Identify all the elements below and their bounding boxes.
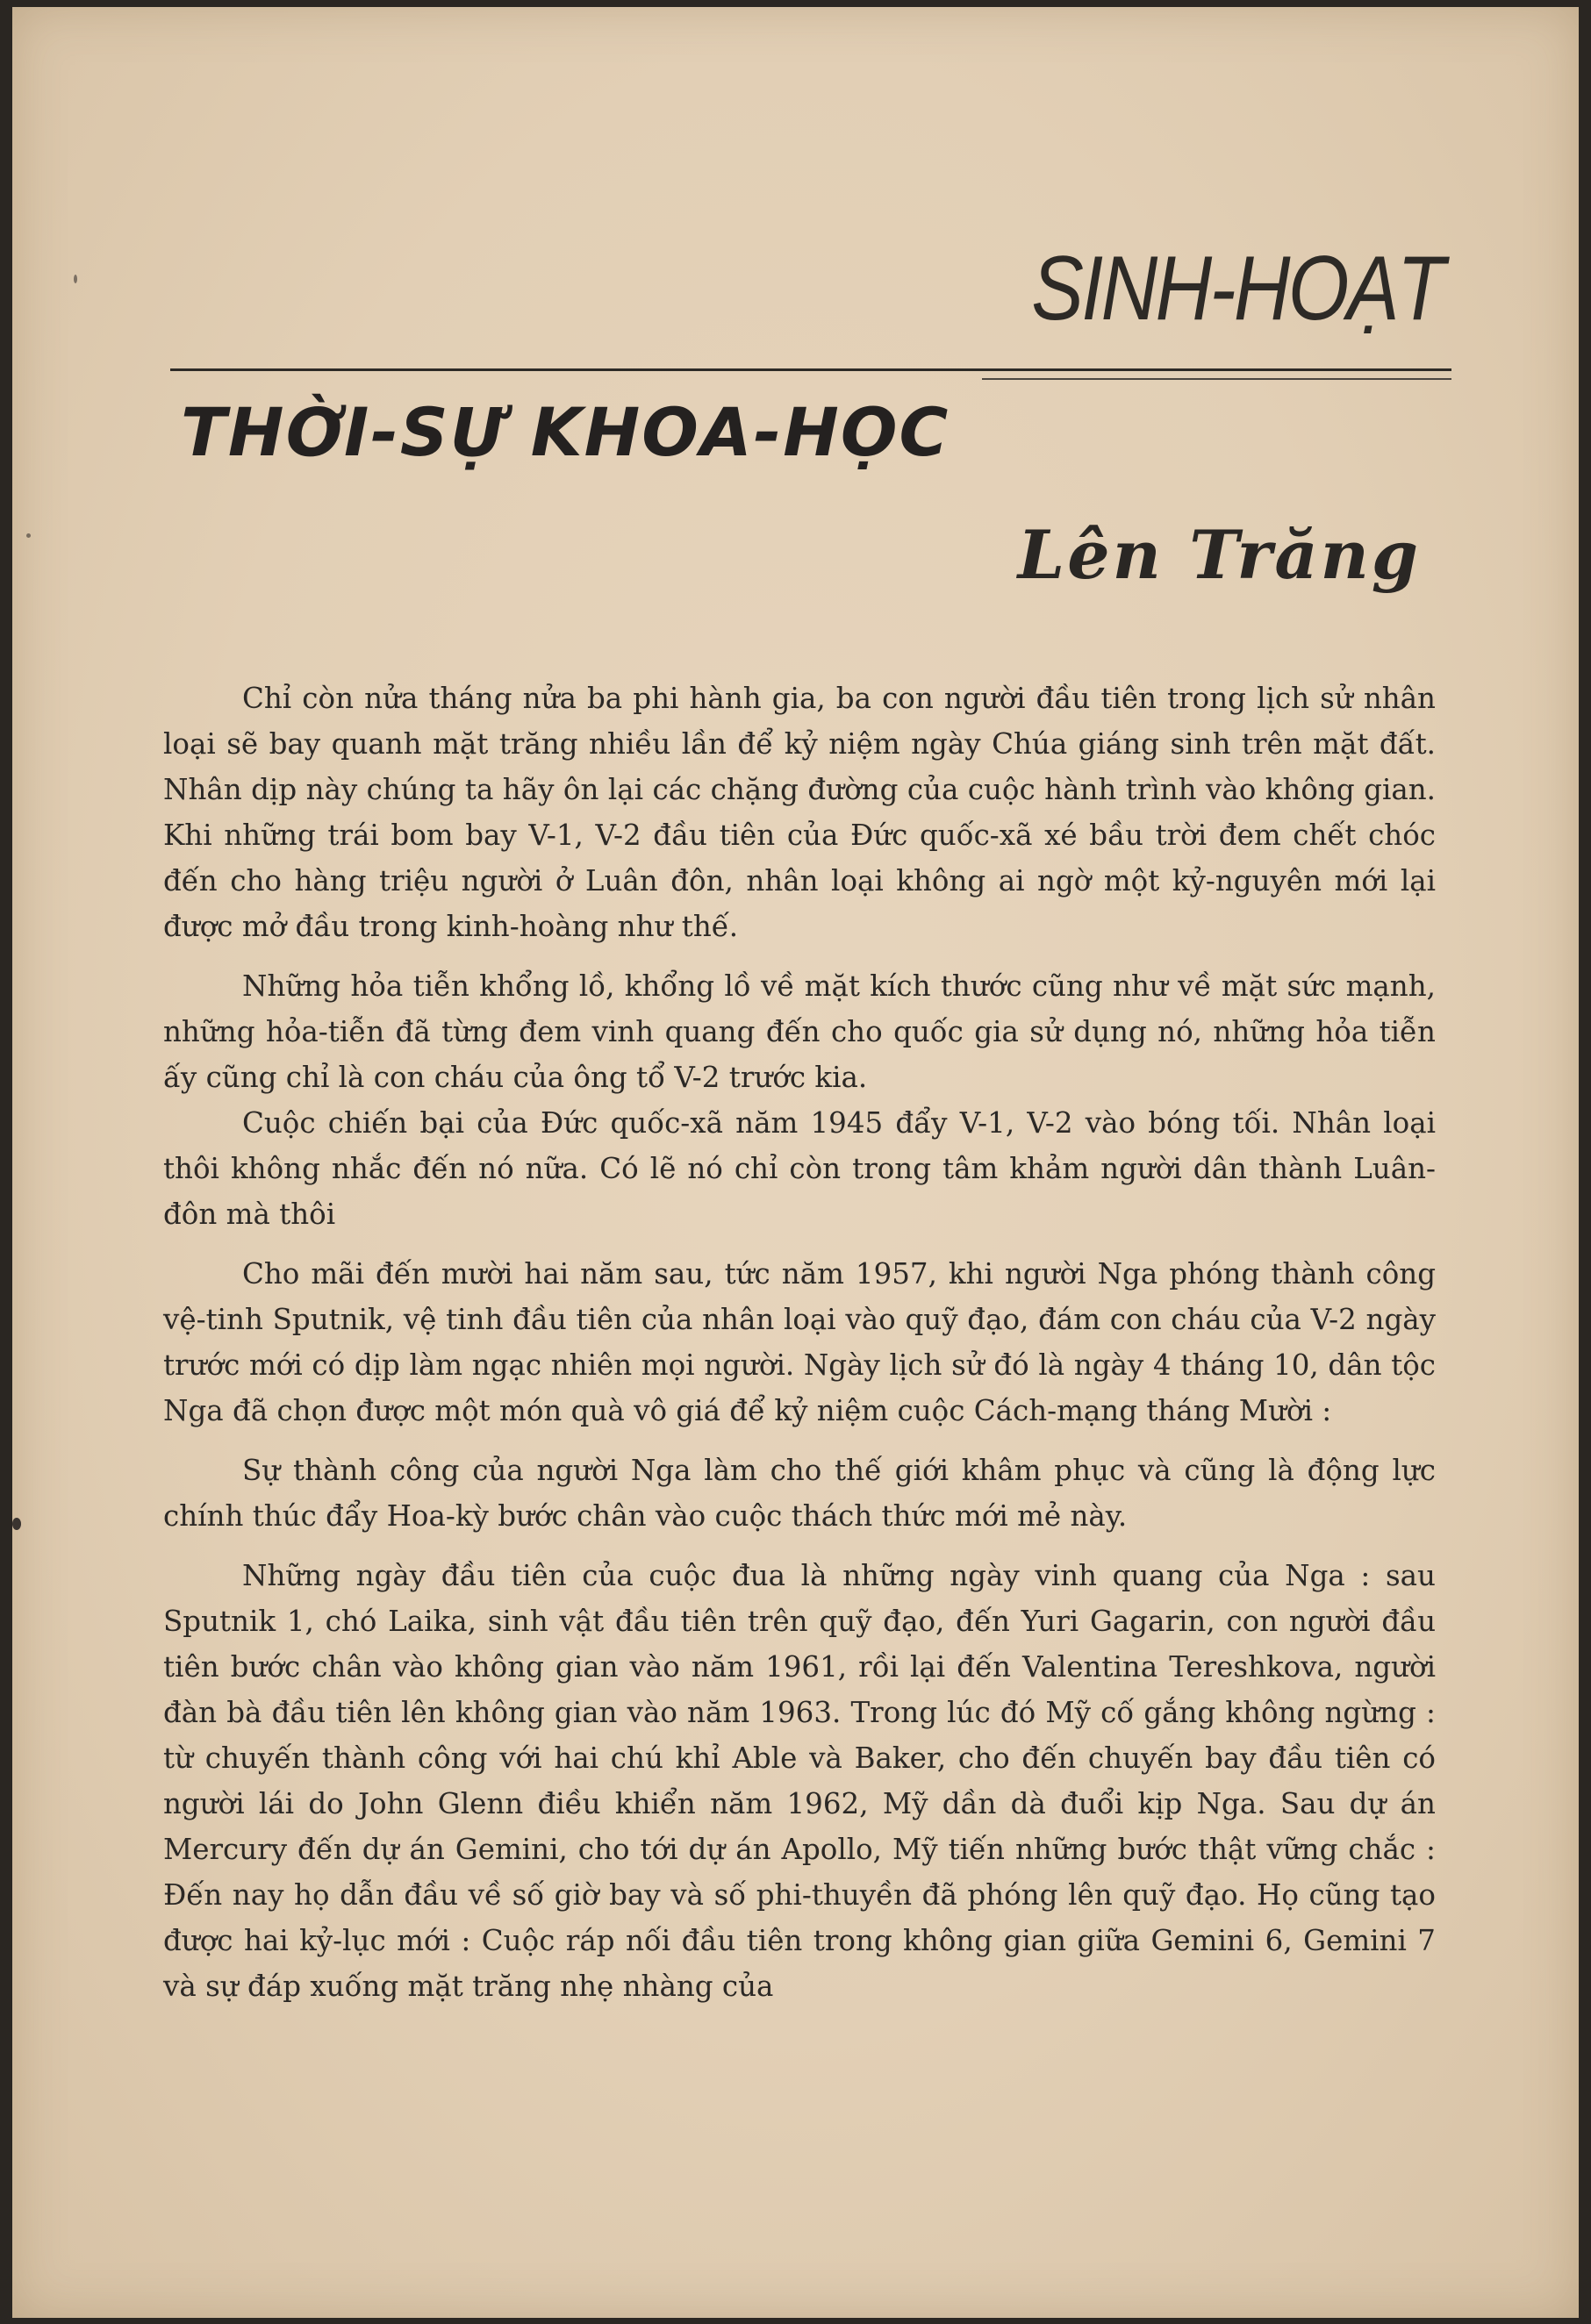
paragraph: Cuộc chiến bại của Đức quốc-xã năm 1945 đẩy V-1, V-2 vào bóng tối. Nhân loại thôi không nhắc đến nó nữa. Có lẽ nó chỉ còn trong tâm khảm người dân thành Luân-đôn mà thôi [163,1106,1436,1231]
ink-speck [26,533,31,538]
header-rule [170,368,1451,371]
magazine-page [12,7,1579,2318]
column-title: THỜI-SỰ KHOA-HỌC [181,393,950,471]
paragraph: Sự thành công của người Nga làm cho thế giới khâm phục và cũng là động lực chính thúc đẩy Hoa-kỳ bước chân vào cuộc thách thức mới mẻ này. [163,1454,1436,1533]
ink-speck [74,275,77,283]
paragraph: Những ngày đầu tiên của cuộc đua là những ngày vinh quang của Nga : sau Sputnik 1, chó Laika, sinh vật đầu tiên trên quỹ đạo, đến Yuri Gagarin, con người đầu tiên bước chân vào không gian vào năm 1961, rồi lại đến Valentina Tereshkova, người đàn bà đầu tiên lên không gian vào năm 1963. Trong lúc đó Mỹ cố gắng không ngừng : từ chuyến thành công với hai chú khỉ Able và Baker, cho đến chuyến bay đầu tiên có người lái do John Glenn điều khiển năm 1962, Mỹ dần dà đuổi kịp Nga. Sau dự án Mercury đến dự án Gemini, cho tới dự án Apollo, Mỹ tiến những bước thật vững chắc : Đến nay họ dẫn đầu về số giờ bay và số phi-thuyền đã phóng lên quỹ đạo. Họ cũng tạo được hai kỷ-lục mới : Cuộc ráp nối đầu tiên trong không gian giữa Gemini 6, Gemini 7 và sự đáp xuống mặt trăng nhẹ nhàng của [163,1559,1436,2003]
article-title: Lên Trăng [1017,516,1421,594]
article-body [163,676,1436,2023]
paragraph: Chỉ còn nửa tháng nửa ba phi hành gia, ba con người đầu tiên trong lịch sử nhân loại sẽ bay quanh mặt trăng nhiều lần để kỷ niệm ngày Chúa giáng sinh trên mặt đất. Nhân dịp này chúng ta hãy ôn lại các chặng đường của cuộc hành trình vào không gian. Khi những trái bom bay V-1, V-2 đầu tiên của Đức quốc-xã xé bầu trời đem chết chóc đến cho hàng triệu người ở Luân đôn, nhân loại không ai ngờ một kỷ-nguyên mới lại được mở đầu trong kinh-hoàng như thế. [163,682,1436,943]
section-tag: SINH-HOẠT [1031,238,1443,340]
paragraph: Cho mãi đến mười hai năm sau, tức năm 1957, khi người Nga phóng thành công vệ-tinh Sputnik, vệ tinh đầu tiên của nhân loại vào quỹ đạo, đám con cháu của V-2 ngày trước mới có dịp làm ngạc nhiên mọi người. Ngày lịch sử đó là ngày 4 tháng 10, dân tộc Nga đã chọn được một món quà vô giá để kỷ niệm cuộc Cách-mạng tháng Mười : [163,1257,1436,1427]
header-rule-thin [982,378,1451,380]
ink-speck [12,1518,21,1530]
paragraph: Những hỏa tiễn khổng lồ, khổng lồ về mặt kích thước cũng như về mặt sức mạnh, những hỏa-tiễn đã từng đem vinh quang đến cho quốc gia sử dụng nó, những hỏa tiễn ấy cũng chỉ là con cháu của ông tổ V-2 trước kia. [163,969,1436,1094]
